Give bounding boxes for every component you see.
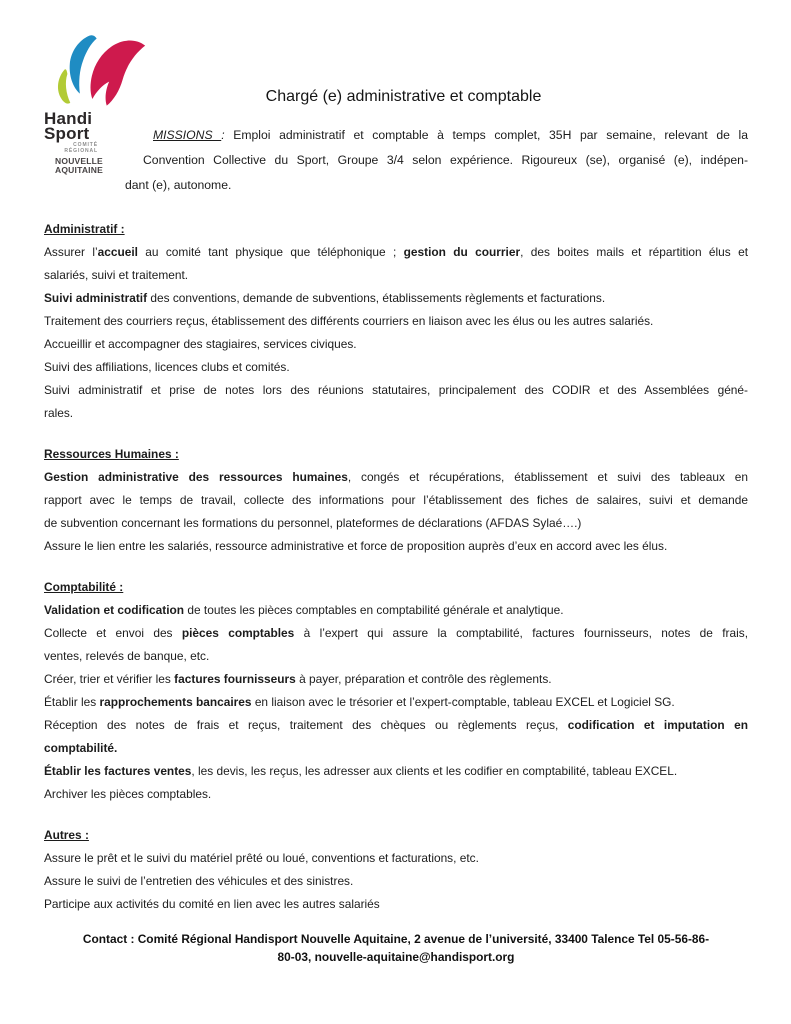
doc-line [44, 893, 748, 916]
page-title: Chargé (e) administrative et comptable [265, 88, 542, 105]
doc-line [44, 668, 748, 691]
section-heading: Ressources Humaines : [44, 447, 179, 461]
document-section [44, 443, 748, 558]
doc-line [44, 333, 748, 356]
contact-line: Contact : Comité Régional Handisport Nouvelle Aquitaine, 2 avenue de l’université, 33400 Talence Tel 05-56-86- [82, 932, 710, 946]
doc-text-segment: Convention Collective du Sport, Groupe 3/4 selon expérience. Rigoureux (se), organisé (e), indépen- [143, 153, 748, 167]
document-body [44, 218, 748, 934]
doc-text-segment: Suivi administratif [44, 291, 148, 305]
doc-text-segment: Gestion administrative des ressources humaines [44, 470, 348, 484]
doc-text-segment: ventes, relevés de banque, etc. [44, 649, 210, 663]
doc-text-segment: gestion du courrier [403, 245, 521, 259]
doc-text-segment: Réception des notes de frais et reçus, traitement des chèques ou règlements reçus, [44, 718, 568, 732]
document-section [44, 824, 748, 916]
doc-line [44, 379, 748, 402]
doc-text-segment: , les devis, les reçus, les adresser aux clients et les codifier en comptabilité, tableau EXCEL. [191, 764, 678, 778]
logo-brand-line2: Sport [44, 124, 90, 143]
doc-text-segment: MISSIONS [153, 128, 222, 142]
doc-line [44, 512, 748, 535]
doc-line [44, 599, 748, 622]
doc-text-segment: Créer, trier et vérifier les [44, 672, 175, 686]
doc-text-segment: à payer, préparation et contrôle des règlements. [295, 672, 552, 686]
doc-text-segment: Établir les [44, 695, 100, 709]
doc-line [44, 241, 748, 264]
doc-line [125, 123, 748, 148]
doc-line [44, 847, 748, 870]
doc-line [125, 148, 748, 173]
doc-text-segment: accueil [97, 245, 138, 259]
doc-line [125, 173, 748, 198]
doc-text-segment: factures fournisseurs [174, 672, 296, 686]
document-section [44, 576, 748, 806]
doc-line [44, 402, 748, 425]
doc-text-segment: Établir les factures ventes [44, 764, 192, 778]
doc-text-segment: à l’expert qui assure la comptabilité, factures fournisseurs, notes de frais, [294, 626, 749, 640]
doc-line [44, 737, 748, 760]
doc-text-segment: des conventions, demande de subventions, établissements règlements et facturations. [147, 291, 606, 305]
doc-text-segment: , des boites mails et répartition élus et [520, 245, 748, 259]
doc-line [44, 466, 748, 489]
doc-text-segment: Participe aux activités du comité en lien avec les autres salariés [44, 897, 380, 911]
missions-paragraph [125, 123, 748, 198]
section-heading: Administratif : [44, 222, 125, 236]
logo-brand-line1: Handi [44, 109, 93, 128]
doc-line [44, 645, 748, 668]
doc-text-segment: Assurer l’ [44, 245, 98, 259]
doc-text-segment: de subvention concernant les formations du personnel, plateformes de déclarations (AFDAS Sylaé….) [44, 516, 582, 530]
doc-text-segment: dant (e), autonome. [125, 178, 232, 192]
doc-line [44, 870, 748, 893]
contact-block [44, 931, 748, 966]
doc-text-segment: , congés et récupérations, établissement et suivi des tableaux en [347, 470, 748, 484]
doc-text-segment: Collecte et envoi des [44, 626, 182, 640]
doc-text-segment: : [221, 128, 234, 142]
doc-text-segment: Traitement des courriers reçus, établissement des différents courriers en liaison avec les élus ou les autres salariés. [44, 314, 654, 328]
doc-text-segment: de toutes les pièces comptables en comptabilité générale et analytique. [184, 603, 564, 617]
logo-committee-line2: RÉGIONAL [64, 147, 98, 154]
doc-line [44, 760, 748, 783]
doc-text-segment: Accueillir et accompagner des stagiaires, services civiques. [44, 337, 357, 351]
doc-line [44, 691, 748, 714]
doc-text-segment: Assure le lien entre les salariés, ressource administrative et force de proposition auprès d’eux en accord avec les élus. [44, 539, 668, 553]
doc-text-segment: rales. [44, 406, 74, 420]
doc-text-segment: Emploi administratif et comptable à temps complet, 35H par semaine, relevant de la [233, 128, 748, 142]
section-heading: Comptabilité : [44, 580, 124, 594]
doc-text-segment: Suivi des affiliations, licences clubs et comités. [44, 360, 290, 374]
doc-text-segment: Suivi administratif et prise de notes lors des réunions statutaires, principalement des CODIR et des Assemblées géné- [44, 383, 748, 397]
doc-line [44, 622, 748, 645]
logo-region-line1: NOUVELLE [55, 156, 103, 166]
document-section [44, 218, 748, 425]
doc-line [44, 714, 748, 737]
doc-text-segment: pièces comptables [181, 626, 295, 640]
doc-text-segment: Assure le prêt et le suivi du matériel prêté ou loué, conventions et facturations, etc. [44, 851, 479, 865]
doc-line [44, 264, 748, 287]
doc-text-segment: en liaison avec le trésorier et l’expert-comptable, tableau EXCEL et Logiciel SG. [251, 695, 675, 709]
section-heading: Autres : [44, 828, 89, 842]
doc-text-segment: comptabilité. [44, 741, 118, 755]
document-header [0, 0, 791, 218]
doc-text-segment: codification et imputation en [567, 718, 748, 732]
contact-line: 80-03, nouvelle-aquitaine@handisport.org [277, 949, 515, 964]
doc-line [44, 310, 748, 333]
doc-line [44, 356, 748, 379]
logo-region-line2: AQUITAINE [55, 165, 103, 175]
doc-text-segment: rapport avec le temps de travail, collecte des informations pour l’établissement des fiches de salaires, suivi et demande [44, 493, 748, 507]
doc-text-segment: Assure le suivi de l’entretien des véhicules et des sinistres. [44, 874, 354, 888]
doc-text-segment: au comité tant physique que téléphonique ; [137, 245, 404, 259]
doc-line [44, 783, 748, 806]
doc-text-segment: rapprochements bancaires [99, 695, 252, 709]
doc-text-segment: salariés, suivi et traitement. [44, 268, 189, 282]
doc-text-segment: Archiver les pièces comptables. [44, 787, 212, 801]
logo-committee-line1: COMITÉ [73, 142, 98, 148]
doc-line [44, 535, 748, 558]
doc-line [44, 287, 748, 310]
doc-text-segment: Validation et codification [44, 603, 185, 617]
doc-line [44, 489, 748, 512]
